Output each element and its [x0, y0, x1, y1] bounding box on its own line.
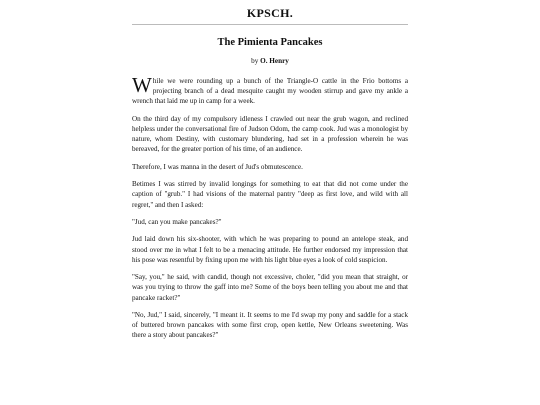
- header-divider: [132, 24, 408, 25]
- drop-cap: W: [132, 73, 152, 97]
- paragraph-1: [132, 73, 408, 107]
- paragraph-4: Betimes I was stirred by invalid longings for something to eat that did not come under the caption of "grub." I had visions of the maternal pantry "deep as first love, and wild with all regret," and then I asked:: [132, 180, 408, 209]
- paragraph-8: "No, Jud," I said, sincerely, "I meant it. It seems to me I'd swap my pony and saddle for a stack of buttered brown pancakes with some first crop, open kettle, New Orleans sweetening. Was there a story about pancakes?": [132, 310, 408, 340]
- byline-prefix: by: [251, 57, 259, 65]
- paragraph-7: "Say, you," he said, with candid, though not excessive, choler, "did you mean that straight, or was you trying to throw the gaff into me? Some of the boys been telling you about me and that pancake racket?": [132, 273, 408, 302]
- site-title[interactable]: KPSCH.: [246, 6, 294, 20]
- story-column: [132, 37, 408, 348]
- paragraph-3: Therefore, I was manna in the desert of Jud's obmutescence.: [132, 162, 303, 171]
- paragraph-5: "Jud, can you make pancakes?": [132, 217, 222, 226]
- byline: [132, 57, 408, 65]
- paragraph-6: Jud laid down his six-shooter, with which he was preparing to pound an antelope steak, and stood over me in what I felt to be a menacing attitude. He further endorsed my impression that his pose was resentful by fixing upon me with his light blue eyes a look of cold suspicion.: [132, 235, 408, 264]
- story-title: The Pimienta Pancakes: [217, 37, 323, 48]
- author-name: O. Henry: [260, 57, 289, 65]
- paragraph-2: On the third day of my compulsory idleness I crawled out near the grub wagon, and reclined helpless under the conversational fire of Judson Odom, the camp cook. Jud was a monologist by nature, whom Destiny, with customary blundering, had set in a profession wherein he was bereaved, for the greater portion of his time, of an audience.: [132, 114, 408, 154]
- paragraph-1-text: hile we were rounding up a bunch of the Triangle-O cattle in the Frio bottoms a projecting branch of a dead mesquite caught my wooden stirrup and gave my ankle a wrench that laid me up in camp for a week.: [132, 77, 408, 106]
